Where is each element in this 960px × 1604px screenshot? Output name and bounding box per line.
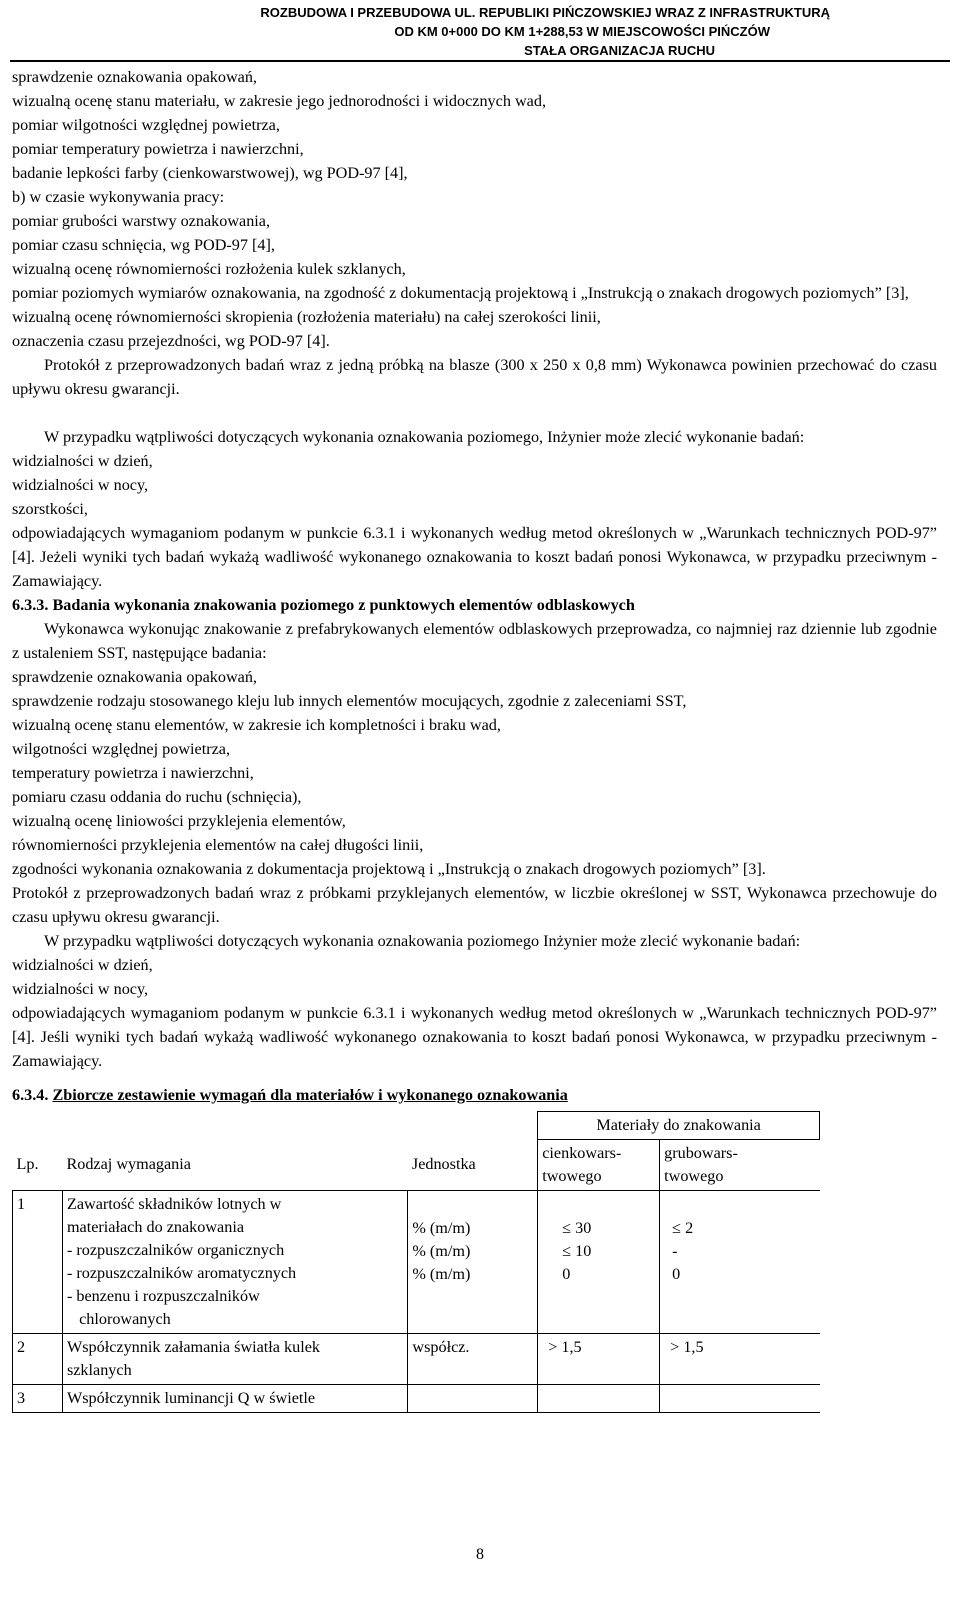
cell-grubo: ≤ 2 - 0 (660, 1191, 820, 1334)
text-paragraph: odpowiadających wymaganiom podanym w punkcie 6.3.1 i wykonanych według metod określonych w „Warunkach technicznych POD-97” [4]. Jeśli wyniki tych badań wykażą wadliwość wykonanego oznakowania to koszt badań ponosi Wykonawca, w przypadku przeciwnym - Zamawiający. (12, 1004, 937, 1070)
cell-cienko: > 1,5 (538, 1334, 660, 1385)
text-line: równomierności przyklejenia elementów na całej długości linii, (12, 836, 424, 854)
text-line: oznaczenia czasu przejezdności, wg POD-97 [4]. (12, 332, 330, 350)
page-header (70, 3, 830, 60)
cell-unit: % (m/m) % (m/m) % (m/m) (408, 1191, 538, 1334)
header-line-1: ROZBUDOWA I PRZEBUDOWA UL. REPUBLIKI PIŃCZOWSKIEJ WRAZ Z INFRASTRUKTURĄ (260, 5, 830, 20)
cell-type: Współczynnik luminancji Q w świetle (62, 1385, 407, 1413)
text-paragraph: odpowiadających wymaganiom podanym w punkcie 6.3.1 i wykonanych według metod określonych w „Warunkach technicznych POD-97” [4]. Jeżeli wyniki tych badań wykażą wadliwość wykonanego oznakowania to koszt badań ponosi Wykonawca, w przypadku przeciwnym - Zamawiający. (12, 524, 937, 590)
table-row (13, 1191, 820, 1334)
header-line-3: STAŁA ORGANIZACJA RUCHU (524, 43, 715, 58)
text-line: b) w czasie wykonywania pracy: (12, 188, 225, 206)
col-header-grubo: grubowars- twowego (660, 1140, 820, 1191)
text-line: badanie lepkości farby (cienkowarstwowej), wg POD-97 [4], (12, 164, 408, 182)
cell-cienko (538, 1385, 660, 1413)
cell-grubo (660, 1385, 820, 1413)
cell-cienko: ≤ 30 ≤ 10 0 (538, 1191, 660, 1334)
requirements-table (12, 1111, 820, 1413)
text-line: widzialności w dzień, (12, 956, 153, 974)
cell-unit (408, 1385, 538, 1413)
text-line: widzialności w dzień, (12, 452, 153, 470)
page-number: 8 (476, 1546, 484, 1563)
col-header-type: Rodzaj wymagania (62, 1140, 407, 1191)
table-group-header-row (13, 1112, 820, 1140)
text-line: widzialności w nocy, (12, 980, 149, 998)
cell-grubo: > 1,5 (660, 1334, 820, 1385)
text-line: szorstkości, (12, 500, 88, 518)
text-line: pomiaru czasu oddania do ruchu (schnięcia), (12, 788, 302, 806)
col-header-cienko: cienkowars- twowego (538, 1140, 660, 1191)
text-line: temperatury powietrza i nawierzchni, (12, 764, 254, 782)
text-line: sprawdzenie oznakowania opakowań, (12, 68, 257, 86)
text-line: wizualną ocenę liniowości przyklejenia elementów, (12, 812, 346, 830)
text-line: pomiar czasu schnięcia, wg POD-97 [4], (12, 236, 275, 254)
doubt-paragraph: W przypadku wątpliwości dotyczących wykonania oznakowania poziomego Inżynier może zlecić wykonanie badań: (44, 932, 801, 950)
text-line: pomiar wilgotności względnej powietrza, (12, 116, 280, 134)
protocol-paragraph: Protokół z przeprowadzonych badań wraz z jedną próbką na blasze (300 x 250 x 0,8 mm) Wykonawca powinien przechować do czasu upływu okresu gwarancji. (12, 356, 937, 398)
cell-type: Współczynnik załamania światła kulek szklanych (62, 1334, 407, 1385)
table-row (13, 1334, 820, 1385)
col-header-lp: Lp. (13, 1140, 63, 1191)
text-line: wilgotności względnej powietrza, (12, 740, 231, 758)
text-line: pomiar temperatury powietrza i nawierzchni, (12, 140, 304, 158)
cell-type: Zawartość składników lotnych w materiałach do znakowania - rozpuszczalników organicznych - rozpuszczalników aromatycznych - benzenu i rozpuszczalników chlorowanych (62, 1191, 407, 1334)
text-line: wizualną ocenę stanu elementów, w zakresie ich kompletności i braku wad, (12, 716, 501, 734)
text-line: sprawdzenie rodzaju stosowanego kleju lub innych elementów mocujących, zgodnie z zaleceniami SST, (12, 692, 687, 710)
protocol-paragraph: Protokół z przeprowadzonych badań wraz z próbkami przyklejanych elementów, w liczbie określonej w SST, Wykonawca przechowuje do czasu upływu okresu gwarancji. (12, 884, 937, 926)
text-line: wizualną ocenę równomierności rozłożenia kulek szklanych, (12, 260, 406, 278)
header-line-2: OD KM 0+000 DO KM 1+288,53 W MIEJSCOWOŚCI PIŃCZÓW (394, 24, 770, 39)
text-paragraph: zgodności wykonania oznakowania z dokumentacja projektową i „Instrukcją o znakach drogowych poziomych” [3]. (12, 860, 766, 878)
materials-group-header: Materiały do znakowania (538, 1112, 820, 1140)
text-line: pomiar grubości warstwy oznakowania, (12, 212, 271, 230)
header-rule (10, 60, 950, 62)
cell-lp: 2 (13, 1334, 63, 1385)
cell-lp: 1 (13, 1191, 63, 1334)
table-header-row (13, 1140, 820, 1191)
intro-paragraph: Wykonawca wykonując znakowanie z prefabrykowanych elementów odblaskowych przeprowadza, co najmniej raz dziennie lub zgodnie z ustaleniem SST, następujące badania: (12, 620, 937, 662)
text-line: sprawdzenie oznakowania opakowań, (12, 668, 257, 686)
document-body (12, 65, 937, 1413)
doubt-paragraph: W przypadku wątpliwości dotyczących wykonania oznakowania poziomego, Inżynier może zlecić wykonanie badań: (44, 428, 805, 446)
text-paragraph: pomiar poziomych wymiarów oznakowania, na zgodność z dokumentacją projektową i „Instrukcją o znakach drogowych poziomych” [3], (12, 284, 909, 302)
section-heading-634: 6.3.4. Zbiorcze zestawienie wymagań dla materiałów i wykonanego oznakowania (12, 1086, 568, 1104)
text-line: wizualną ocenę równomierności skropienia (rozłożenia materiału) na całej szerokości linii, (12, 308, 601, 326)
cell-unit: współcz. (408, 1334, 538, 1385)
text-line: widzialności w nocy, (12, 476, 149, 494)
col-header-unit: Jednostka (408, 1140, 538, 1191)
section-heading-633: 6.3.3. Badania wykonania znakowania poziomego z punktowych elementów odblaskowych (12, 596, 635, 614)
cell-lp: 3 (13, 1385, 63, 1413)
text-line: wizualną ocenę stanu materiału, w zakresie jego jednorodności i widocznych wad, (12, 92, 546, 110)
table-row (13, 1385, 820, 1413)
